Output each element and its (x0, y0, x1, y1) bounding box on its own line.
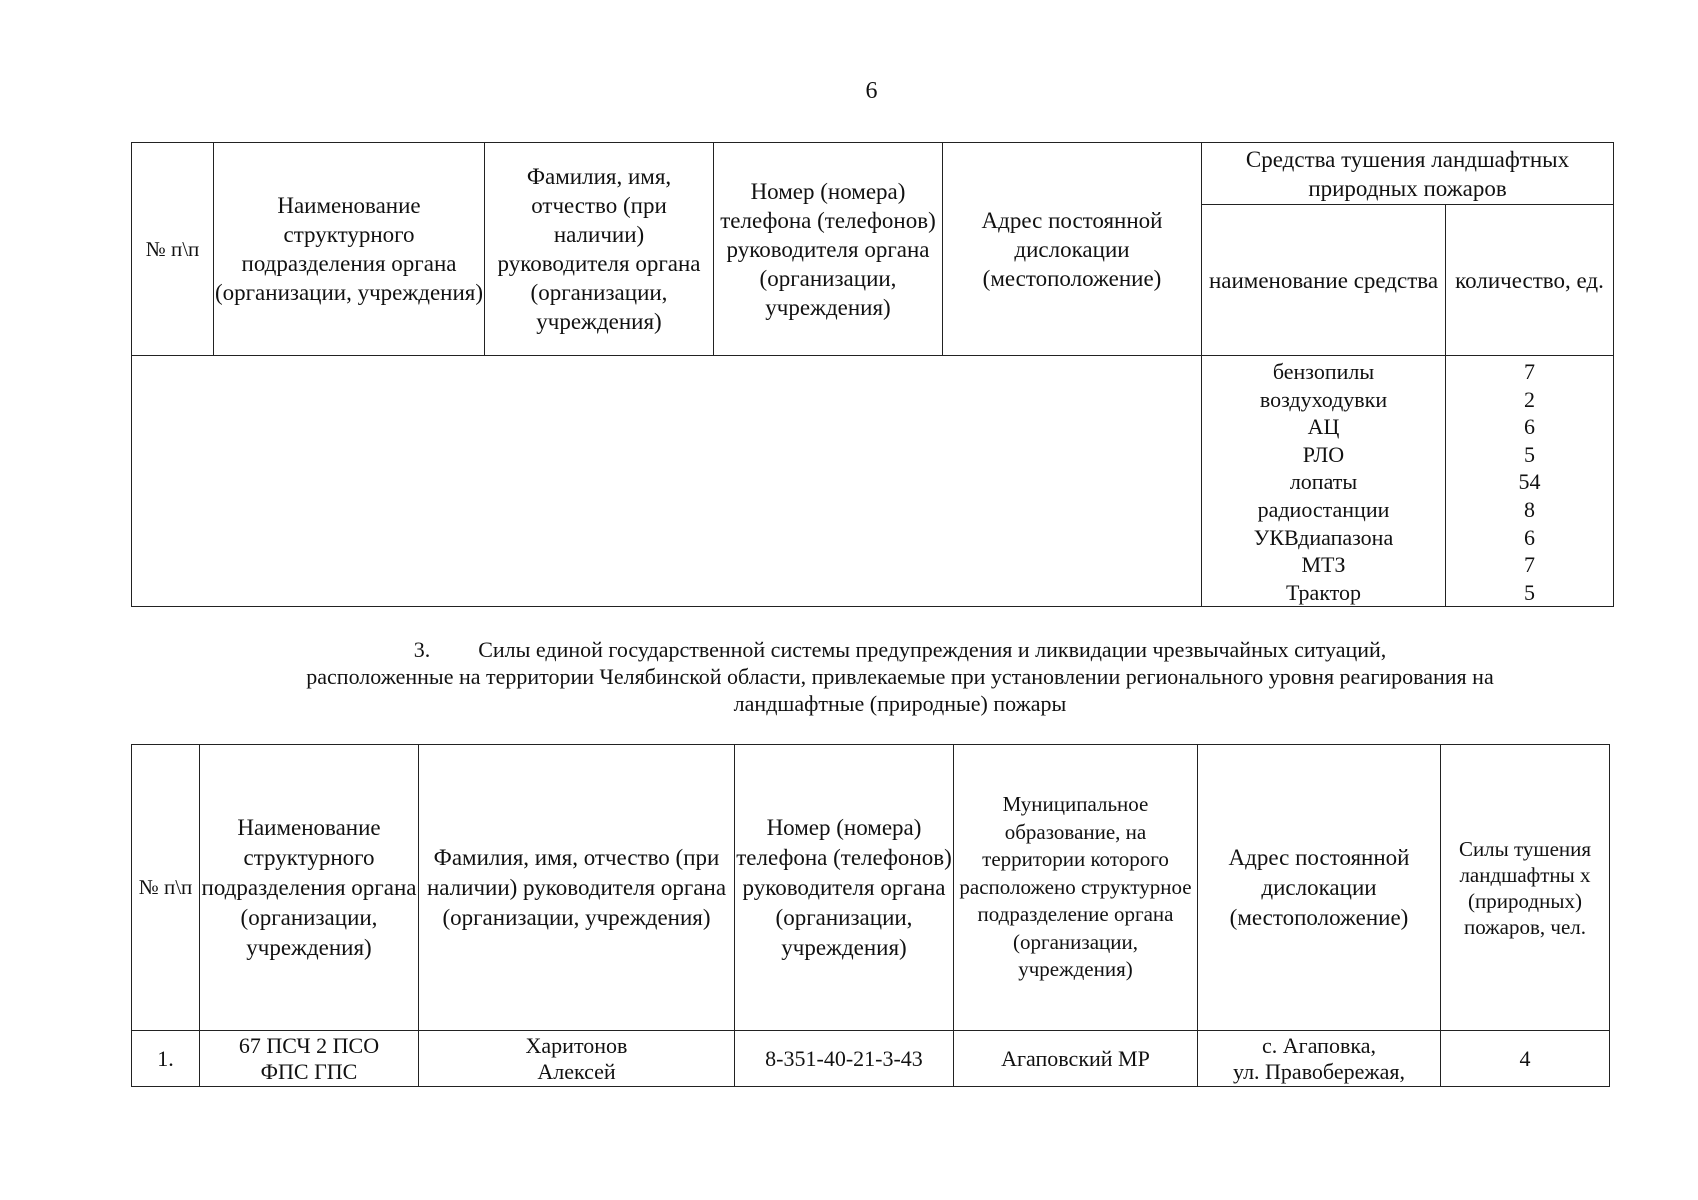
section-3-title (240, 636, 1560, 717)
row-unit-name (200, 1031, 419, 1087)
row-phone: 8-351-40-21-3-43 (735, 1031, 954, 1087)
list-item: 6 (1524, 524, 1535, 550)
list-item: РЛО (1302, 441, 1345, 467)
list-item: Трактор (1285, 579, 1362, 605)
row-address-line: ул. Правобережая, (1233, 1058, 1405, 1084)
row-head-name-line: Алексей (537, 1058, 616, 1084)
header-forces: Силы тушения ландшафтны х (природных) пожаров, чел. (1441, 745, 1610, 1031)
header-address: Адрес постоянной дислокации (местоположение) (1198, 745, 1441, 1031)
list-item: 5 (1524, 579, 1535, 605)
row-head-name (419, 1031, 735, 1087)
means-table (131, 142, 1614, 607)
list-item: 6 (1524, 414, 1535, 440)
header-municipality: Муниципальное образование, на территории которого расположено структурное подразделение органа (организации, учреждения) (954, 745, 1198, 1031)
header-head-name: Фамилия, имя, отчество (при наличии) руководителя органа (организации, учреждения) (419, 745, 735, 1031)
header-means-quantity: количество, ед. (1446, 205, 1614, 356)
page-number: 6 (865, 78, 878, 104)
list-item: МТЗ (1301, 552, 1346, 578)
list-item: 7 (1524, 552, 1535, 578)
list-item: 5 (1524, 441, 1535, 467)
header-number: № п\п (132, 143, 214, 356)
table-row (132, 1031, 1610, 1087)
header-means-group: Средства тушения ландшафтных природных пожаров (1202, 143, 1614, 205)
row-address (1198, 1031, 1441, 1087)
list-item: 7 (1524, 359, 1535, 384)
row-forces: 4 (1441, 1031, 1610, 1087)
list-item: 2 (1524, 386, 1535, 412)
list-item: лопаты (1289, 469, 1358, 495)
row-head-name-line: Харитонов (525, 1032, 628, 1058)
row-number: 1. (132, 1031, 200, 1087)
section-number: 3. (413, 637, 431, 662)
row-address-line: с. Агаповка, (1262, 1032, 1376, 1058)
section-title-line-3: ландшафтные (природные) пожары (733, 691, 1067, 716)
header-phone: Номер (номера) телефона (телефонов) руководителя органа (организации, учреждения) (714, 143, 943, 356)
row-municipality: Агаповский МР (954, 1031, 1198, 1087)
list-item: 54 (1518, 469, 1541, 495)
means-names-cell (1202, 356, 1446, 607)
merged-empty-cell (132, 356, 1202, 607)
header-means-name: наименование средства (1202, 205, 1446, 356)
list-item: 8 (1524, 496, 1535, 522)
header-phone: Номер (номера) телефона (телефонов) руководителя органа (организации, учреждения) (735, 745, 954, 1031)
header-head-name: Фамилия, имя, отчество (при наличии) руководителя органа (организации, учреждения) (485, 143, 714, 356)
list-item: радиостанции (1257, 496, 1390, 522)
row-unit-name-line: 67 ПСЧ 2 ПСО (238, 1032, 380, 1058)
list-item: воздуходувки (1259, 386, 1388, 412)
row-unit-name-line: ФПС ГПС (260, 1058, 358, 1084)
section-title-line-2: расположенные на территории Челябинской области, привлекаемые при установлении регионального уровня реагирования на (306, 664, 1494, 689)
header-address: Адрес постоянной дислокации (местоположение) (943, 143, 1202, 356)
list-item: УКВдиапазона (1253, 524, 1394, 550)
header-unit-name: Наименование структурного подразделения органа (организации, учреждения) (214, 143, 485, 356)
header-unit-name: Наименование структурного подразделения органа (организации, учреждения) (200, 745, 419, 1031)
means-quantities-cell (1446, 356, 1614, 607)
list-item: АЦ (1307, 414, 1340, 440)
header-number: № п\п (132, 745, 200, 1031)
forces-table (131, 744, 1610, 1087)
list-item: бензопилы (1272, 359, 1375, 384)
section-title-line-1: Силы единой государственной системы предупреждения и ликвидации чрезвычайных ситуаций, (478, 637, 1387, 662)
